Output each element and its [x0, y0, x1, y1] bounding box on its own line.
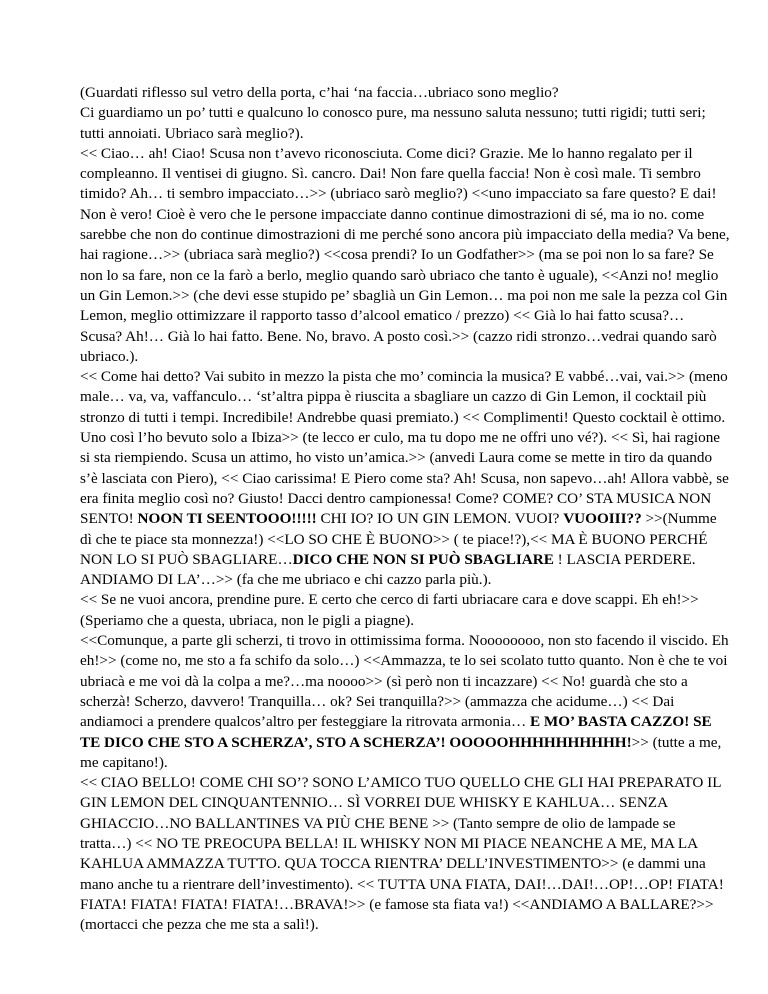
- text-run: << Ciao… ah! Ciao! Scusa non t’avevo riconosciuta. Come dici? Grazie. Me lo hanno regalato per il compleanno. Il ventisei di giugno. Sì. cancro. Dai! Non fare quella faccia! Non è così male. Ti sembro timido? Ah… ti sembro impacciato…>> (ubriaco sarò meglio?) <<uno impacciato sa fare questo? E dai! Non è vero! Cioè è vero che le persone impacciate danno continue dimostrazioni di sé, ma io no. come sarebbe che non do continue dimostrazioni di me perché sono ancora più impacciato della media? Va bene, hai ragione…>> (ubriaca sarà meglio?) <<cosa prendi? Io un Godfather>> (ma se poi non lo sa fare? Se non lo sa fare, non ce la farò a berlo, meglio quando sarò ubriaco che tanto è uguale), <<Anzi no! meglio un Gin Lemon.>> (che devi esse stupido pe’ sbaglià un Gin Lemon… ma poi non me sale la pezza col Gin Lemon, meglio ottimizzare il rapporto tasso d’alcool ematico / prezzo) << Già lo hai fatto scusa?… Scusa? Ah!… Già lo hai fatto. Bene. No, bravo. A posto così.>> (cazzo ridi stronzo…vedrai quando sarò ubriaco.).: [80, 144, 730, 365]
- paragraph-joking: [80, 631, 730, 773]
- text-run: Ci guardiamo un po’ tutti e qualcuno lo conosco pure, ma nessuno saluta nessuno; tutti rigidi; tutti seri; tutti annoiati. Ubriaco sarà meglio?).: [80, 104, 706, 142]
- text-run: << Come hai detto? Vai subito in mezzo la pista che mo’ comincia la musica? E vabbé…vai, vai.>> (meno male… va, va, vaffanculo… ‘st’altra pippa è riuscita a sbagliare un cazzo di Gin Lemon, il cocktail più stronzo di tutti i tempi. Incredibile! Andrebbe quasi premiato.) << Complimenti! Questo cocktail è ottimo. Uno così l’ho bevuto solo a Ibiza>> (te lecco er culo, ma tu dopo me ne offri uno vé?). << Sì, hai ragione si sta riempiendo. Scusa un attimo, ho visto un’amica.>> (anvedi Laura come se mette in tiro da quando s’è lasciata con Piero), << Ciao carissima! E Piero come sta? Ah! Scusa, non sapevo…ah! Allora vabbè, se era finita meglio così no? Giusto! Dacci dentro campionessa! Come? COME? CO’ STA MUSICA NON SENTO!: [80, 368, 729, 528]
- text-run: << Se ne vuoi ancora, prendine pure. E certo che cerco di farti ubriacare cara e dove scappi. Eh eh!>> (Speriamo che a questa, ubriaca, non le pigli a piagne).: [80, 591, 699, 629]
- text-run: (Guardati riflesso sul vetro della porta, c’hai ‘na faccia…ubriaco sono meglio?: [80, 84, 559, 101]
- paragraph-gin-lemon: [80, 367, 730, 590]
- paragraph-birthday: [80, 144, 730, 367]
- paragraph-mirror: [80, 83, 730, 103]
- paragraph-drink-more: [80, 590, 730, 631]
- paragraph-whisky-kahlua: [80, 773, 730, 935]
- text-run: CHI IO? IO UN GIN LEMON. VUOI?: [316, 510, 564, 528]
- document-page: [80, 83, 730, 935]
- bold-text-run: DICO CHE NON SI PUÒ SBAGLIARE: [292, 550, 554, 568]
- paragraph-everyone-stiff: [80, 103, 730, 144]
- bold-text-run: NOON TI SEENTOOO!!!!!: [137, 510, 317, 528]
- bold-text-run: VUOOIII??: [563, 510, 642, 528]
- text-run: >>(Numme dì che te piace sta monnezza!) <<LO SO CHE È BUONO>> ( te piace!?),<< MA È BUONO PERCHÉ NON LO SI PUÒ SBAGLIARE…: [80, 510, 717, 568]
- bold-text-run: E MO’ BASTA CAZZO! SE TE DICO CHE STO A SCHERZA’, STO A SCHERZA’! OOOOOHHHHHHHHHH!: [80, 713, 712, 751]
- text-run: >> (tutte a me, me capitano!).: [80, 733, 722, 771]
- text-run: ! LASCIA PERDERE. ANDIAMO DI LA’…>> (fa che me ubriaco e chi cazzo parla più.).: [80, 550, 696, 589]
- text-run: << CIAO BELLO! COME CHI SO’? SONO L’AMICO TUO QUELLO CHE GLI HAI PREPARATO IL GIN LEMON DEL CINQUANTENNIO… SÌ VORREI DUE WHISKY E KAHLUA… SENZA GHIACCIO…NO BALLANTINES VA PIÙ CHE BENE >> (Tanto sempre de olio de lampade se tratta…) << NO TE PREOCUPA BELLA! IL WHISKY NON MI PIACE NEANCHE A ME, MA LA KAHLUA AMMAZZA TUTTO. QUA TOCCA RIENTRA’ DELL’INVESTIMENTO>> (e dammi una mano anche tu a rientrare dell’investimento). << TUTTA UNA FIATA, DAI!…DAI!…OP!…OP! FIATA! FIATA! FIATA! FIATA! FIATA!…BRAVA!>> (e famose sta fiata va!) <<ANDIAMO A BALLARE?>> (mortacci che pezza che me sta a salì!).: [80, 774, 724, 934]
- text-run: <<Comunque, a parte gli scherzi, ti trovo in ottimissima forma. Noooooooo, non sto facendo il viscido. Eh eh!>> (come no, me sto a fa schifo da solo…) <<Ammazza, te lo sei scolato tutto quanto. Non è che te voi ubriacà e me voi dà la colpa a me?…ma noooo>> (sì però non ti incazzare) << No! guardà che sto a scherzà! Scherzo, davvero! Tranquilla… ok? Sei tranquilla?>> (ammazza che acidume…) << Dai andiamoci a prendere qualcos’altro per festeggiare la ritrovata armonia…: [80, 632, 729, 731]
